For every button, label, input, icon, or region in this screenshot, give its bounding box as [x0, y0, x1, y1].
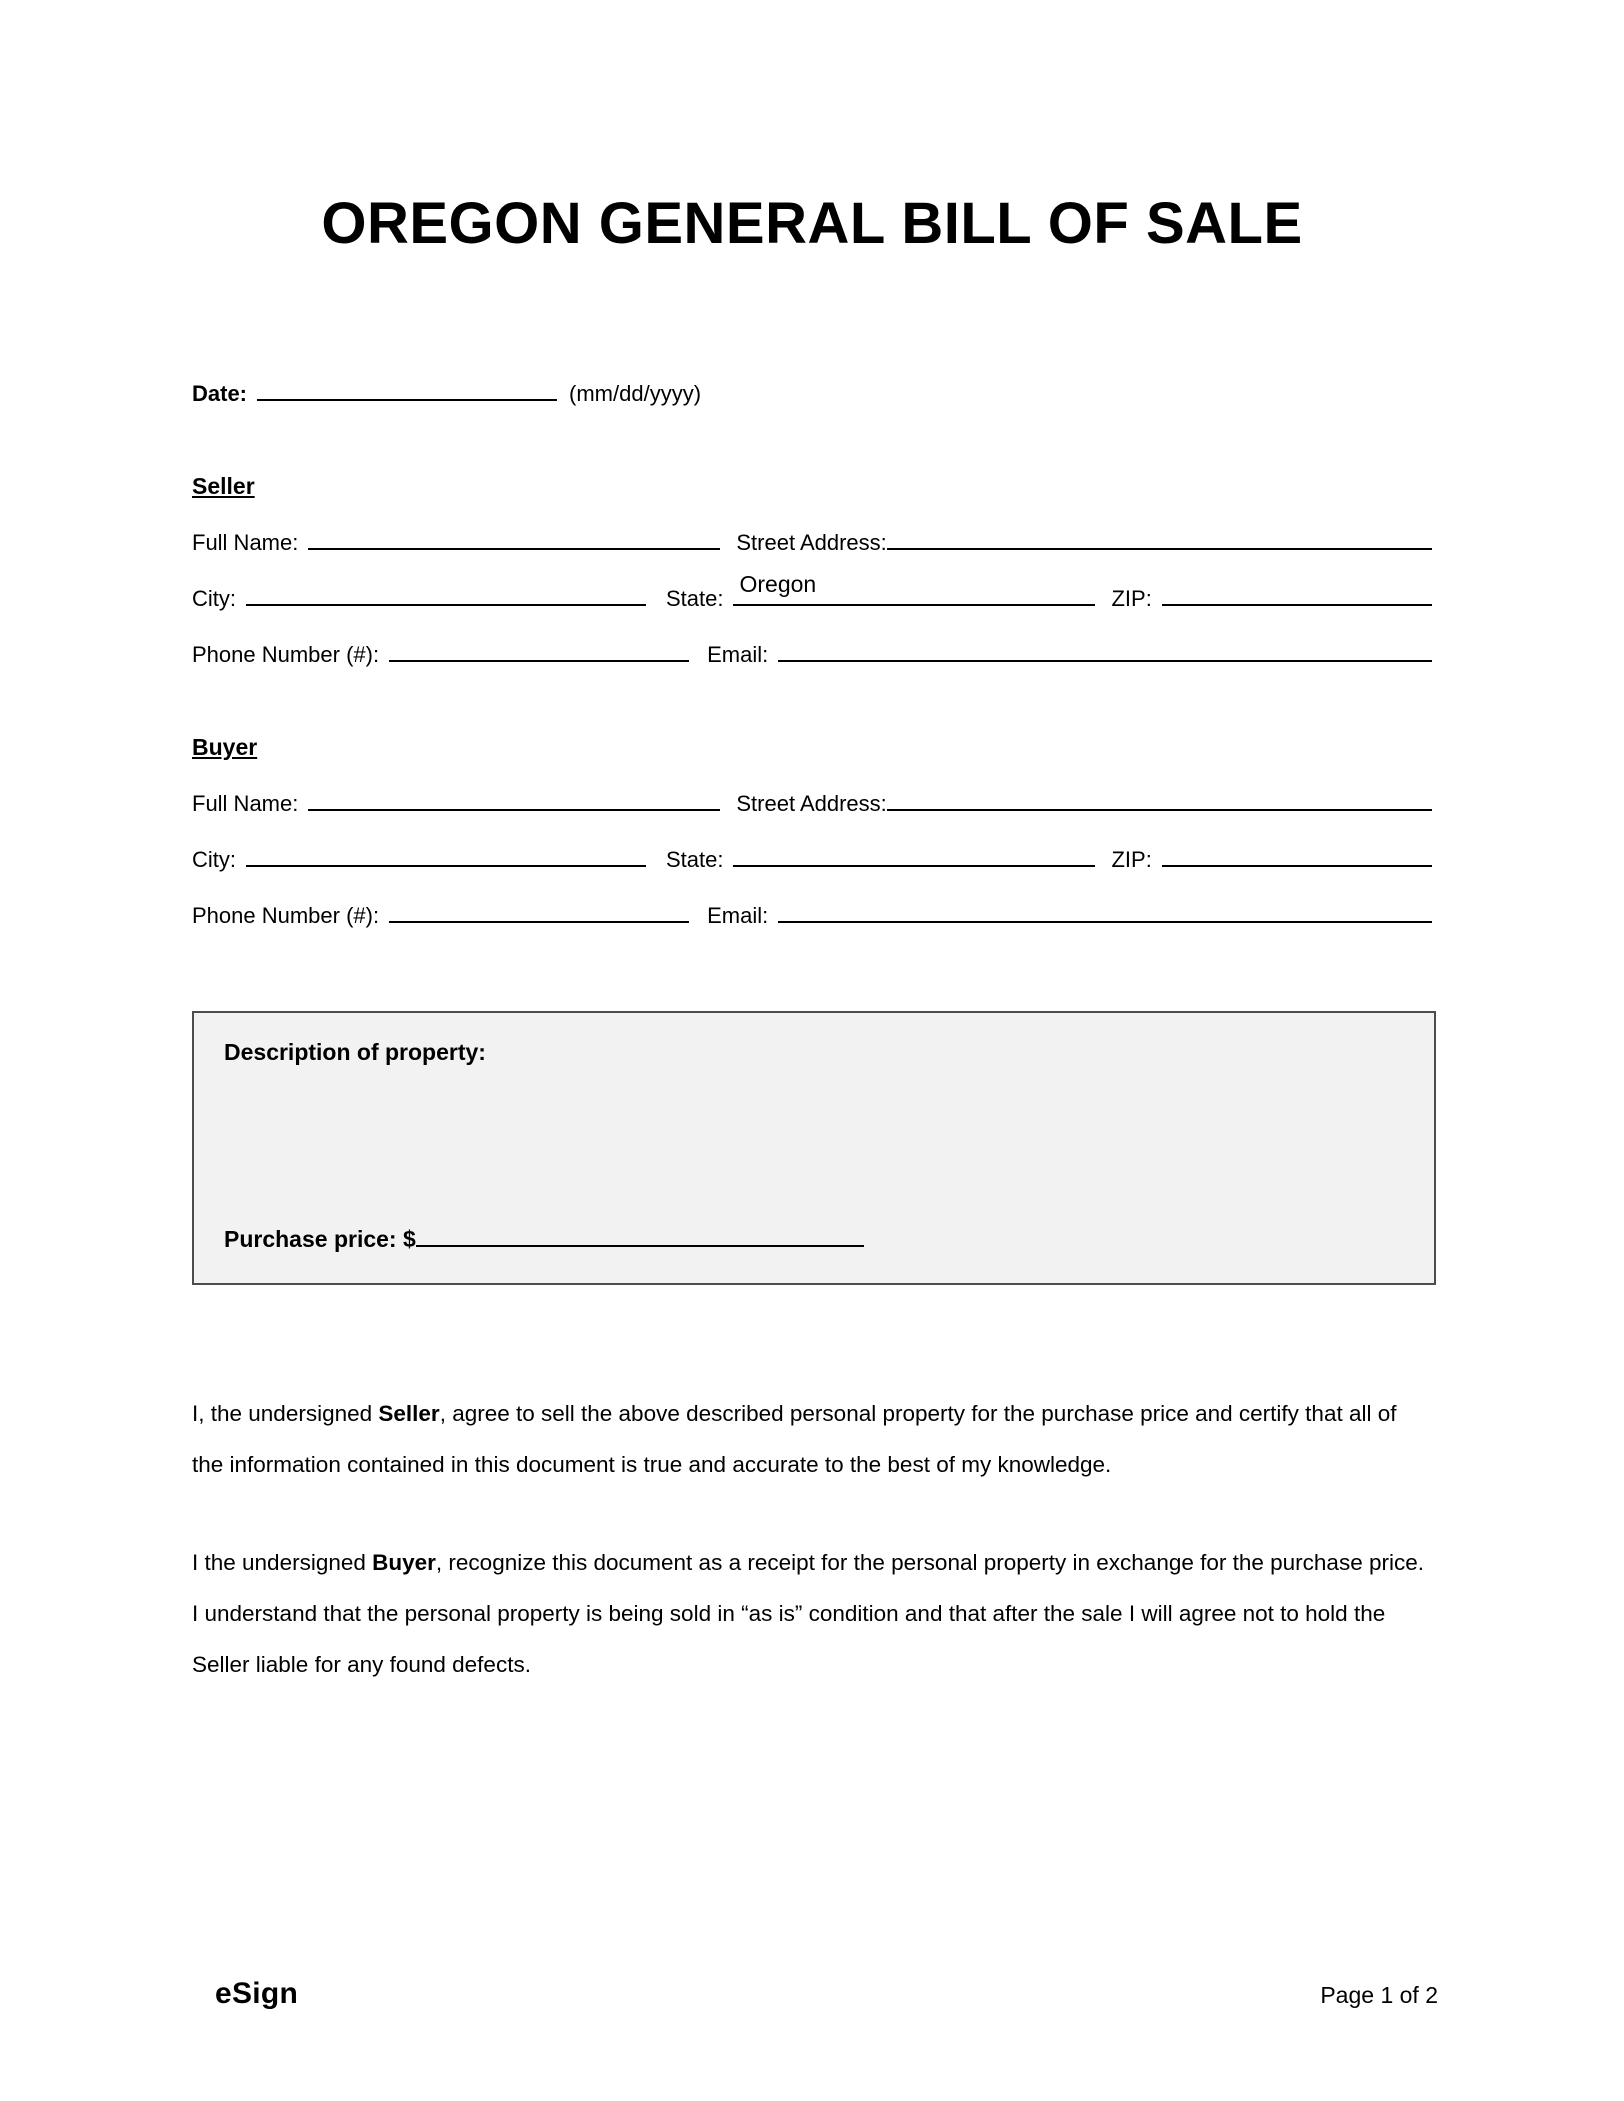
description-of-property-field[interactable] [224, 1066, 1404, 1221]
seller-email-field[interactable] [778, 636, 1432, 662]
buyer-email-label: Email: [707, 903, 769, 928]
date-field[interactable] [257, 375, 557, 401]
buyer-paragraph-prefix: I the undersigned [192, 1550, 373, 1576]
seller-full-name-label: Full Name: [192, 530, 299, 555]
buyer-street-address-label: Street Address: [736, 791, 887, 816]
buyer-email-field[interactable] [778, 897, 1432, 923]
seller-city-state-zip-row [192, 571, 1432, 612]
description-of-property-label: Description of property: [224, 1039, 486, 1065]
buyer-city-field[interactable] [246, 841, 646, 867]
date-format-hint: (mm/dd/yyyy) [569, 381, 702, 406]
page-number: Page 1 of 2 [1320, 1982, 1438, 2008]
buyer-zip-label: ZIP: [1111, 847, 1152, 872]
seller-city-field[interactable] [246, 580, 646, 606]
seller-state-value: Oregon [739, 571, 817, 597]
seller-name-address-row [192, 524, 1432, 556]
buyer-section [192, 785, 1432, 929]
buyer-state-label: State: [666, 847, 724, 872]
esign-logo: eSign [215, 1977, 299, 2010]
seller-zip-field[interactable] [1162, 580, 1432, 606]
buyer-state-field[interactable] [733, 841, 1095, 867]
buyer-city-state-zip-row [192, 841, 1432, 873]
purchase-price-row [224, 1221, 1404, 1253]
buyer-name-address-row [192, 785, 1432, 817]
seller-section-heading: Seller [192, 473, 255, 499]
seller-state-field[interactable] [733, 571, 1095, 606]
buyer-section-heading: Buyer [192, 734, 258, 760]
property-description-box [192, 1011, 1436, 1285]
buyer-agreement-paragraph [192, 1538, 1432, 1690]
seller-email-label: Email: [707, 642, 769, 667]
buyer-paragraph-rest: , recognize this document as a receipt for the personal property in exchange for the purchase price. I understand that the personal property is being sold in “as is” condition and that after the sale I will agree not to hold the Seller liable for any found defects. [192, 1550, 1424, 1677]
seller-paragraph-prefix: I, the undersigned [192, 1401, 379, 1426]
seller-street-address-field[interactable] [887, 524, 1432, 550]
date-label: Date: [192, 381, 248, 406]
seller-section [192, 524, 1432, 668]
page-title: OREGON GENERAL BILL OF SALE [321, 191, 1303, 256]
seller-phone-label: Phone Number (#): [192, 642, 380, 667]
seller-paragraph-bold: Seller [378, 1401, 440, 1426]
date-row [192, 375, 1432, 407]
seller-agreement-paragraph [192, 1389, 1432, 1490]
purchase-price-label: Purchase price: $ [224, 1226, 416, 1252]
buyer-full-name-field[interactable] [308, 785, 720, 811]
seller-phone-field[interactable] [389, 636, 689, 662]
purchase-price-field[interactable] [416, 1221, 864, 1247]
buyer-full-name-label: Full Name: [192, 791, 299, 816]
buyer-phone-email-row [192, 897, 1432, 929]
seller-city-label: City: [192, 586, 236, 611]
buyer-city-label: City: [192, 847, 236, 872]
buyer-paragraph-bold: Buyer [372, 1550, 436, 1576]
seller-phone-email-row [192, 636, 1432, 668]
buyer-phone-label: Phone Number (#): [192, 903, 380, 928]
buyer-phone-field[interactable] [389, 897, 689, 923]
seller-zip-label: ZIP: [1111, 586, 1152, 611]
buyer-zip-field[interactable] [1162, 841, 1432, 867]
seller-paragraph-rest: , agree to sell the above described personal property for the purchase price and certify that all of the information contained in this document is true and accurate to the best of my knowledge. [192, 1401, 1397, 1477]
buyer-street-address-field[interactable] [887, 785, 1432, 811]
seller-state-label: State: [666, 586, 724, 611]
seller-full-name-field[interactable] [308, 524, 720, 550]
seller-street-address-label: Street Address: [736, 530, 887, 555]
